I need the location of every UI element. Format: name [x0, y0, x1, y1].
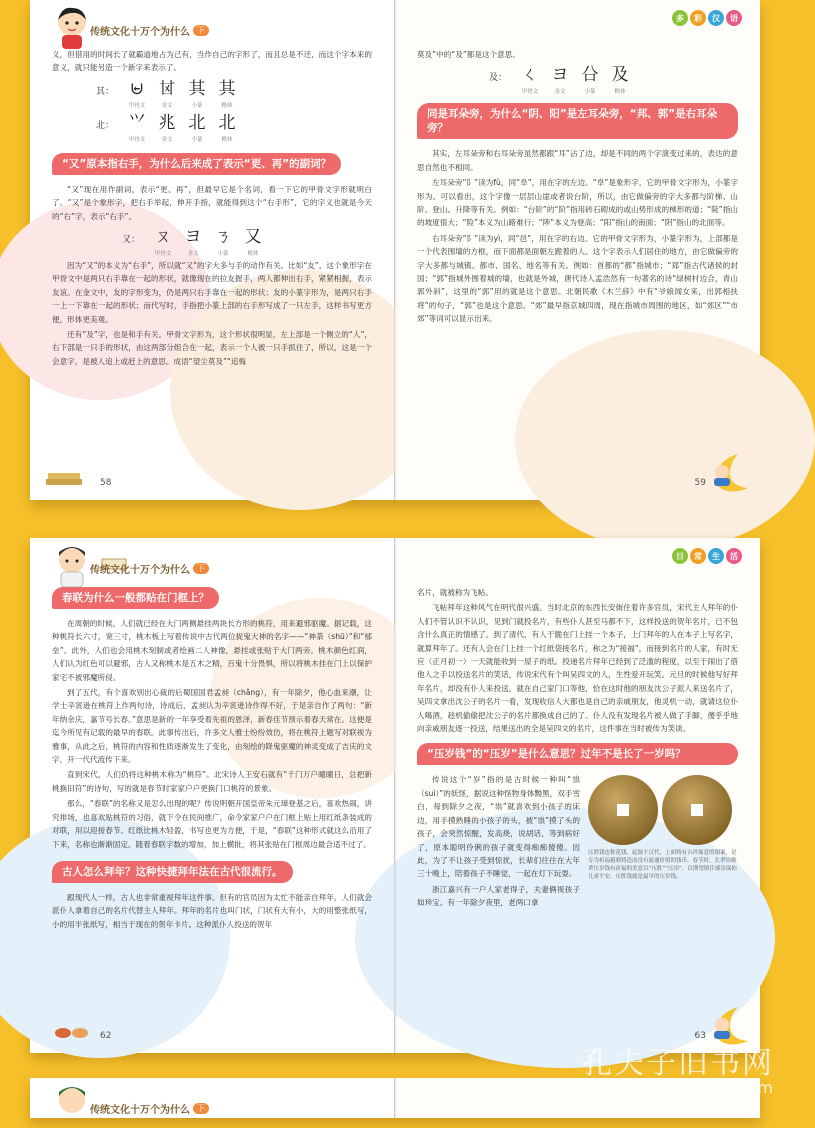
section-tab: 生	[708, 548, 724, 564]
question-banner: 古人怎么拜年？这种快捷拜年法在古代很流行。	[52, 861, 293, 883]
body-paragraph: 左耳朵旁“阝”读为fù，同“阜”，用在字的左边。“阜”是象形字，它的甲骨文字形为，小篆字形为。可以看出，这个字像一层层山崖或者说台阶，所以，由它做偏旁的字大多都与阶梯、山阶、登山、升降等有关。例如：“台阶”的“阶”指用砖石砌成的或山势形成的梯形的道；“陡”指山的坡度很大；“险”本义为山路难行；“陟”本义为登高；“阳”指山的南面；“阴”指山的北面等。	[417, 178, 738, 228]
glyph-label: 及：	[488, 73, 507, 84]
shells-icon	[54, 1025, 90, 1039]
section-tab: 活	[726, 548, 742, 564]
books-icon	[46, 472, 84, 486]
coin-image-back	[662, 775, 732, 845]
watermark-text: 孔夫子旧书网	[582, 1046, 774, 1081]
mascot-boy-icon	[50, 4, 94, 50]
oracle-glyph: ㄡ	[154, 227, 172, 248]
body-paragraph: 因为“又”的本义为“右手”，所以就“又”的字大多与手的动作有关。比如“友”，这个象形字在甲骨文中是两只右手靠在一起的形状，就像现在的拉友握手，两人都伸出右手，紧紧相握，表示友谊。在金文中，友的字形变为，仍是两只右手靠在一起的形状；友的小篆字形为，是两只右手一上一下靠在一起的形状；而代写时，手指把小篆上部的右手形写成了一只左手，这样书写更方便，形体更美观。	[52, 261, 372, 324]
glyph-caption: 甲骨文	[128, 102, 146, 109]
running-head-badge: 下	[193, 1103, 209, 1114]
glyph-caption: 金文	[187, 251, 199, 258]
oracle-glyph: ⊌	[129, 78, 145, 99]
question-banner: “又”原本指右手，为什么后来成了表示“更、再”的副词？	[52, 153, 341, 175]
glyph-caption: 甲骨文	[154, 251, 172, 258]
page-number: 63	[694, 1031, 706, 1041]
glyph-label: 又：	[121, 235, 140, 246]
bronze-glyph: 𠀠	[158, 78, 176, 99]
glyph-caption: 金文	[554, 89, 566, 96]
glyph-row-you	[112, 227, 372, 257]
running-head-badge: 下	[193, 563, 209, 574]
body-paragraph: 传说这个“岁”指的是古时候一种叫“祟（suì）”的妖怪，据说这种怪物身体黝黑，双手雪白，每到除夕之夜，“祟”就喜欢到小孩子的床边，用手摸熟睡的小孩子的头，被“祟”摸了头的孩子，会突然惊醒，发高烧，说胡话，等到病好了，原本聪明伶俐的孩子就变得痴痴傻傻。因此，为了不让孩子受到惊扰，长辈们往往在大年三十晚上，陪着孩子不睡觉，一起在灯下玩耍。	[417, 775, 580, 879]
section-tabs	[672, 548, 742, 564]
glyph-caption: 小篆	[217, 251, 229, 258]
section-tab: 彩	[690, 10, 706, 26]
section-tabs	[672, 10, 742, 26]
glyph-caption: 小篆	[191, 136, 203, 143]
mascot-scholar-icon	[50, 542, 94, 588]
bronze-glyph: ヨ	[184, 227, 202, 248]
glyph-caption: 金文	[161, 136, 173, 143]
question-banner: 同是耳朵旁，为什么“阴、阳”是左耳朵旁，“邦、郭”是右耳朵旁？	[417, 103, 738, 139]
section-tab: 日	[672, 548, 688, 564]
coin-figure	[588, 775, 738, 881]
regular-glyph: 及	[611, 65, 629, 86]
seal-glyph: 北	[188, 112, 206, 133]
oracle-glyph: ㄑ	[521, 65, 539, 86]
glyph-caption: 金文	[161, 102, 173, 109]
body-paragraph: 名片，就被称为飞帖。	[417, 588, 493, 597]
glyph-row-ji	[479, 65, 738, 95]
section-tab: 语	[726, 10, 742, 26]
glyph-caption: 楷体	[221, 136, 233, 143]
book-gutter	[394, 1078, 397, 1118]
glyph-caption: 楷体	[614, 89, 626, 96]
glyph-label: 北：	[95, 120, 114, 131]
page-number: 58	[100, 478, 112, 488]
body-paragraph: 还有“及”字，也是和手有关。甲骨文字形为，这个形状很明显，左上部是一个侧立的“人”，右下部是一只手的形状，由这两部分组合在一起，表示一个人被一只手抓住了，所以，这是一个会意字，是被人追上或赶上的意思。成语“望尘莫及”“追悔	[52, 330, 372, 366]
book-spread-2	[30, 538, 760, 1053]
seal-glyph: 其	[188, 78, 206, 99]
bronze-glyph: 兆	[158, 112, 176, 133]
bronze-glyph: ヨ	[551, 65, 569, 86]
oracle-glyph: ⺍	[128, 112, 146, 133]
page-number: 62	[100, 1031, 112, 1041]
seal-glyph: 㕣	[581, 65, 599, 86]
section-tab: 常	[690, 548, 706, 564]
page-number: 59	[694, 478, 706, 488]
regular-glyph: 北	[218, 112, 236, 133]
running-head-title: 传统文化十万个为什么	[90, 1104, 190, 1116]
mascot-scholar-icon	[50, 1082, 94, 1128]
page-58	[30, 0, 395, 500]
page-59	[395, 0, 760, 500]
bg-blob	[515, 330, 815, 550]
regular-glyph: 又	[244, 227, 262, 248]
page-63	[395, 538, 760, 1053]
running-head	[90, 1090, 372, 1126]
body-paragraph: 在周朝的时候，人们就已经在大门两侧悬挂两块长方形的桃符，用来避邪驱魔。据记载，这种桃符长六寸，宽三寸，桃木板上写着传说中古代两位捉鬼大神的名字——“神荼（shū）”和“郁垒”。此外，人们也会用桃木刻制或者绘画二人神像，悬挂或张贴于大门两旁。桃木颜色红润，人们认为红色可以避邪，古人又称桃木是五木之精，百鬼十分畏惧，所以将桃木挂在门上以保护家宅不被邪魔所侵。	[52, 619, 372, 682]
glyph-caption: 甲骨文	[521, 89, 539, 96]
page-62	[30, 538, 395, 1053]
glyph-caption: 小篆	[191, 102, 203, 109]
coin-caption: 压胜钱也称花钱，起源于汉代，上面铸有吉祥寓意的图案，是专为祈福避邪铸造而没有流通价值的钱币。春节时，长辈给晚辈压岁钱有祈福的美意以“压胜”“压祟”，以期望镇住邪祟保佑儿童平安、压胜钱就是最早的压岁钱。	[588, 850, 737, 881]
intro-paragraph: 义，但借用的时间长了就霸道地占为己有，当作自己的字形了，而且总是不还，而这个字本来的意义，就只能另造一个新字来表示了。	[52, 50, 372, 73]
running-head	[90, 12, 372, 48]
glyph-caption: 甲骨文	[128, 136, 146, 143]
moon-mascot-icon	[698, 450, 752, 494]
section-tab: 汉	[708, 10, 724, 26]
question-banner: “压岁钱”的“压岁”是什么意思？过年不是长了一岁吗？	[417, 743, 738, 765]
body-paragraph: 到了五代，有个喜欢别出心裁的后蜀国国君孟昶（chǎng），有一年除夕，他心血来潮，让学士辛寅逊在桃符上作两句诗，诗成后，孟昶认为辛寅逊诗作得不好，于是亲自作了两句：“新年纳余庆，嘉节号长春。”意思是新的一年享受着先祖的恩泽，新春佳节预示着春天常在。这便是迄今所见有记载的最早的春联。此事传出后，许多文人雅士纷纷效仿，将在桃符上题写对联视为雅事，从此之后，桃符的内容和性质逐渐发生了变化，由刻绘的降鬼驱魔的神灵变成了吉庆的文字，开一代代流传下来。	[52, 688, 372, 765]
book-gutter	[394, 0, 397, 500]
body-paragraph: 浙江嘉兴有一户人家老得子，夫妻俩视孩子如珍宝。有一年除夕夜里，老两口拿	[417, 884, 580, 908]
running-head-badge: 下	[193, 25, 209, 36]
book-spread-1	[30, 0, 760, 500]
body-paragraph: 右耳朵旁“阝”读为yì，同“邑”，用在字的右边。它的甲骨文字形为，小篆字形为，上部都是一个代表围墙的方框，而下面都是面朝左跪着的人。这个字表示人们居住的地方，由它做偏旁的字大多都与城镇、都市、国名、地名等有关。例如：首都的“都”指城市；“郑”指古代诸侯的封国；“郭”指城外围着城的墙，也就是外城，唐代诗人孟浩然有一句著名的诗“绿树村边合，青山郭外斜”，这里的“郭”用的就是这个意思。北朝民歌《木兰辞》中有“爷娘闻女来，出郭相扶将”的句子，“郭”也是这个意思。“郊”最早指京城四周，现在指城市周围的地区，如“郊区”“市郊”等词可以显示出来。	[417, 233, 738, 324]
running-head-title: 传统文化十万个为什么	[90, 564, 190, 576]
book-gutter	[394, 538, 397, 1053]
body-paragraph: 飞帖拜年这种风气在明代很兴盛。当时北京的东西长安街住着许多官员，宋代主人拜年的仆人们不管认识不认识，见到门就投名片，有些仆人甚至马都不下，这样投送的贺年名片，已不包含什么真正的情感了。到了清代，有人干脆在门上挂一个本子，上门拜年的人在本子上写名字，就算拜年了。还有人会在门上挂一个红纸袋接名片，称之为“接福”，而接到名片的人家，有时无应（正月初一）一天就能收到一屋子的纸。投递名片拜年已经到了泛滥的程度，以至于闹出了借他人之手以投送名片的笑话，传说宋代有个叫吴四文的人，生性爱开玩笑。元旦的时候他写好拜年名片，却没有仆人来投送，就在自己家门口等他，恰在这时他的朋友沈公子派人来送名片了，吴四文拿出沈公子的名片一看，发现收信人大都也是自己的亲戚朋友，他灵机一动，就请这位仆人喝酒，趁机偷偷把沈公子的名片都换成自己的了。仆人没有发现名片被人做了手脚，傻乎乎地向亲戚朋友逐一投送，结果送出的全是吴四文的名片，这件事在当时被传为笑谈。	[417, 603, 738, 734]
glyph-caption: 楷体	[247, 251, 259, 258]
question-banner: 春联为什么一般都贴在门框上？	[52, 587, 219, 609]
watermark	[582, 1038, 774, 1097]
body-paragraph: “又”现在用作副词，表示“更、再”，但最早它是个名词，看一下它的甲骨文字形就明白了。“又”是个象形字，把右手举起，伸开手指，就能得到这个“右手形”，它的字义也就是今天的“右”字，表示“右手”。	[52, 184, 372, 221]
watermark-url: www.kongfz.com	[625, 1078, 774, 1097]
page-partial-left	[30, 1078, 395, 1118]
glyph-row-qi	[86, 79, 372, 109]
section-tab: 多	[672, 10, 688, 26]
glyph-caption: 小篆	[584, 89, 596, 96]
body-paragraph: 直到宋代，人们仍将这种桃木称为“桃符”。北宋诗人王安石就有“千门万户曈曈日，总把新桃换旧符”的诗句，写的就是春节时家家户户更换门口桃符的景象。	[52, 770, 372, 793]
running-head-title: 传统文化十万个为什么	[90, 26, 190, 38]
body-paragraph: 其实，左耳朵旁和右耳朵旁虽然都跟“耳”沾了边，却是不同的两个字演变过来的，表达的意思自然也不相同。	[417, 149, 738, 172]
glyph-row-bei	[86, 113, 372, 143]
body-paragraph: 莫及”中的“及”都是这个意思。	[417, 50, 520, 59]
glyph-label: 其：	[95, 86, 114, 97]
running-head	[90, 550, 372, 586]
body-paragraph: 那么，“春联”的名称又是怎么出现的呢？传说明朝开国皇帝朱元璋登基之后，喜欢热闹，讲究排场，也喜欢贴桃符的习俗，就下令在民间推广，命令家家户户在门框上贴上用红纸条装成的对联，用以迎接春节。红纸比桃木轻盈，书写也更为方便，于是，“春联”这种形式就这么沿用了下来，名称也渐渐固定。随着春联字数的增加，加上横批，将其张贴在门框周边最合适不过了。	[52, 799, 372, 849]
coin-image-front	[588, 775, 658, 845]
body-paragraph: 跟现代人一样，古人也非常重视拜年这件事。但有的官员因为太忙不能亲自拜年，人们就会派仆人拿着自己的名片代替主人拜年。拜年的名片也叫门状，门状有大有小，大的用整张纸写，小的用半张纸写，相当于现在的贺年卡片。这种派仆人投送的贺年	[52, 892, 372, 929]
regular-glyph: 其	[218, 78, 236, 99]
glyph-caption: 楷体	[221, 102, 233, 109]
seal-glyph: ㄋ	[214, 227, 232, 248]
